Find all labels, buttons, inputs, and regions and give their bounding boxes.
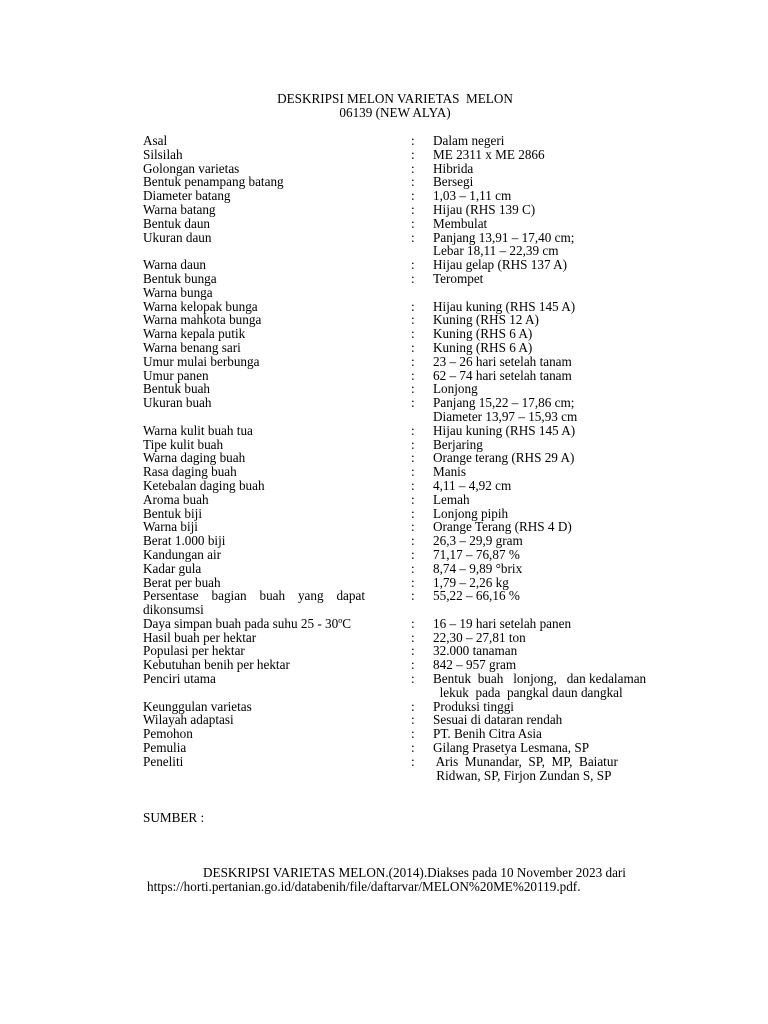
table-row <box>143 672 668 700</box>
row-label: Bentuk biji <box>143 505 202 521</box>
row-value-line-1: Hijau gelap (RHS 137 A) <box>433 257 568 273</box>
row-value-line-1: 23 – 26 hari setelah tanam <box>433 353 572 369</box>
row-colon: : <box>411 533 415 549</box>
row-value <box>433 369 668 383</box>
table-row <box>143 258 668 272</box>
row-label: Ukuran buah <box>143 395 212 411</box>
row-value <box>433 631 668 645</box>
table-row <box>143 631 668 645</box>
sumber-label: SUMBER : <box>143 810 205 825</box>
row-value-line-1: Panjang 15,22 – 17,86 cm; <box>433 395 575 411</box>
row-label: Asal <box>143 133 168 148</box>
row-value <box>433 562 668 576</box>
table-row <box>143 658 668 672</box>
row-value <box>433 175 668 189</box>
row-value-line-1: 4,11 – 4,92 cm <box>433 477 512 493</box>
row-value-line-1: Gilang Prasetya Lesmana, SP <box>433 740 590 756</box>
row-label: Bentuk penampang batang <box>143 174 284 190</box>
row-label: Pemulia <box>143 740 187 756</box>
row-value <box>433 424 668 438</box>
row-value-line-1: Kuning (RHS 12 A) <box>433 312 539 328</box>
row-value <box>433 203 668 217</box>
row-colon: : <box>411 395 415 411</box>
row-value-line-1: 22,30 – 27,81 ton <box>433 629 526 645</box>
table-row <box>143 396 668 424</box>
row-colon: : <box>411 546 415 562</box>
row-value-line-1: Orange Terang (RHS 4 D) <box>433 519 572 535</box>
table-row <box>143 424 668 438</box>
row-value-line-1: Hibrida <box>433 160 474 176</box>
row-value <box>433 382 668 396</box>
row-colon: : <box>411 505 415 521</box>
table-row <box>143 231 668 259</box>
row-value <box>433 727 668 741</box>
row-value-line-1: 71,17 – 76,87 % <box>433 546 520 562</box>
table-row <box>143 148 668 162</box>
row-value <box>433 355 668 369</box>
row-label: Bentuk buah <box>143 381 211 397</box>
row-value <box>433 451 668 465</box>
row-colon: : <box>411 422 415 438</box>
row-colon: : <box>411 133 415 148</box>
table-row <box>143 507 668 521</box>
title-line-2: 06139 (NEW ALYA) <box>339 105 451 120</box>
table-row <box>143 741 668 755</box>
row-value-line-1: Hijau (RHS 139 C) <box>433 201 536 217</box>
row-label: Tipe kulit buah <box>143 436 224 452</box>
row-colon: : <box>411 491 415 507</box>
row-colon: : <box>411 657 415 673</box>
row-label: Warna biji <box>143 519 198 535</box>
row-colon: : <box>411 588 415 604</box>
table-row <box>143 203 668 217</box>
row-colon: : <box>411 671 415 687</box>
table-row <box>143 589 668 617</box>
row-value <box>433 741 668 755</box>
table-row <box>143 534 668 548</box>
row-label: Ukuran daun <box>143 229 212 245</box>
row-colon: : <box>411 464 415 480</box>
table-row <box>143 755 668 783</box>
table-row <box>143 382 668 396</box>
row-colon: : <box>411 381 415 397</box>
row-value-line-1: Hijau kuning (RHS 145 A) <box>433 422 576 438</box>
row-value <box>433 548 668 562</box>
row-colon: : <box>411 740 415 756</box>
row-value-line-1: Kuning (RHS 6 A) <box>433 339 533 355</box>
row-label: Silsilah <box>143 146 183 162</box>
row-value <box>433 755 668 783</box>
row-colon: : <box>411 353 415 369</box>
row-value-line-1: Sesuai di dataran rendah <box>433 712 563 728</box>
table-row <box>143 175 668 189</box>
row-value <box>433 493 668 507</box>
table-row <box>143 617 668 631</box>
row-value-line-1: Bersegi <box>433 174 474 190</box>
row-label: Ketebalan daging buah <box>143 477 265 493</box>
row-colon: : <box>411 326 415 342</box>
table-row <box>143 438 668 452</box>
row-value-line-1: 1,03 – 1,11 cm <box>433 188 512 204</box>
row-value-line-1: Membulat <box>433 215 488 231</box>
row-value-line-2: Diameter 13,97 – 15,93 cm <box>433 408 578 424</box>
row-value <box>433 658 668 672</box>
row-colon: : <box>411 298 415 314</box>
row-label: Kadar gula <box>143 560 202 576</box>
row-value-line-2: Ridwan, SP, Firjon Zundan S, SP <box>433 767 612 783</box>
table-row <box>143 355 668 369</box>
row-value <box>433 396 668 424</box>
row-label: Daya simpan buah pada suhu 25 - 30ºC <box>143 615 352 631</box>
row-value-line-1: Berjaring <box>433 436 483 452</box>
row-label: Penciri utama <box>143 671 216 687</box>
row-value <box>433 134 668 148</box>
row-value-line-1: 1,79 – 2,26 kg <box>433 574 509 590</box>
row-value <box>433 520 668 534</box>
row-label: Bentuk bunga <box>143 270 217 286</box>
row-label: Peneliti <box>143 753 184 769</box>
reference <box>147 866 667 894</box>
row-value-line-2: lekuk pada pangkal daun dangkal <box>433 684 623 700</box>
row-label: Warna kulit buah tua <box>143 422 253 438</box>
row-label: Berat per buah <box>143 574 221 590</box>
document-title <box>0 92 768 120</box>
row-colon: : <box>411 629 415 645</box>
row-value-line-1: 55,22 – 66,16 % <box>433 588 520 604</box>
row-value-line-1: Terompet <box>433 270 484 286</box>
row-colon: : <box>411 698 415 714</box>
title-line-1: DESKRIPSI MELON VARIETAS MELON <box>277 91 513 106</box>
table-row <box>143 576 668 590</box>
row-value <box>433 576 668 590</box>
row-colon: : <box>411 215 415 231</box>
row-label: Keunggulan varietas <box>143 698 252 714</box>
row-value <box>433 617 668 631</box>
row-value-line-1: Orange terang (RHS 29 A) <box>433 450 575 466</box>
row-value-line-1: Kuning (RHS 6 A) <box>433 326 533 342</box>
row-value <box>433 644 668 658</box>
table-row <box>143 713 668 727</box>
row-label: Warna batang <box>143 201 216 217</box>
row-colon: : <box>411 615 415 631</box>
row-value-line-1: 842 – 957 gram <box>433 657 517 673</box>
row-colon: : <box>411 477 415 493</box>
row-value <box>433 327 668 341</box>
row-colon: : <box>411 367 415 383</box>
row-label <box>143 589 411 617</box>
row-colon: : <box>411 436 415 452</box>
row-value <box>433 300 668 314</box>
row-label: Kandungan air <box>143 546 221 562</box>
table-row <box>143 465 668 479</box>
row-value-line-1: Lonjong <box>433 381 478 397</box>
row-label: Populasi per hektar <box>143 643 245 659</box>
row-label: Berat 1.000 biji <box>143 533 226 549</box>
row-colon: : <box>411 160 415 176</box>
row-label: Wilayah adaptasi <box>143 712 234 728</box>
row-label: Warna kelopak bunga <box>143 298 258 314</box>
row-colon: : <box>411 643 415 659</box>
row-value-line-1: ME 2311 x ME 2866 <box>433 146 545 162</box>
row-colon <box>411 286 433 300</box>
table-row <box>143 327 668 341</box>
row-colon: : <box>411 201 415 217</box>
table-row <box>143 562 668 576</box>
table-row <box>143 189 668 203</box>
row-value <box>433 534 668 548</box>
row-colon: : <box>411 312 415 328</box>
table-row <box>143 313 668 327</box>
description-table <box>143 134 668 782</box>
row-value-line-1: 32.000 tanaman <box>433 643 518 659</box>
row-label: Golongan varietas <box>143 160 240 176</box>
row-colon: : <box>411 519 415 535</box>
row-value <box>433 217 668 231</box>
row-colon: : <box>411 257 415 273</box>
row-colon: : <box>411 174 415 190</box>
row-colon: : <box>411 270 415 286</box>
row-label: Kebutuhan benih per hektar <box>143 657 290 673</box>
row-value-line-1: Manis <box>433 464 466 480</box>
row-value-line-1: Bentuk buah lonjong, dan kedalaman <box>433 671 647 687</box>
row-colon: : <box>411 726 415 742</box>
row-colon: : <box>411 712 415 728</box>
row-colon: : <box>411 450 415 466</box>
row-label: Warna benang sari <box>143 339 241 355</box>
row-value <box>433 672 668 700</box>
reference-line-1: DESKRIPSI VARIETAS MELON.(2014).Diakses pada 10 November 2023 dari <box>203 865 626 880</box>
table-row <box>143 300 668 314</box>
row-label: Warna bunga <box>143 284 213 300</box>
row-value-line-1: PT. Benih Citra Asia <box>433 726 542 742</box>
row-value <box>433 507 668 521</box>
table-row <box>143 700 668 714</box>
table-row <box>143 548 668 562</box>
table-row <box>143 162 668 176</box>
row-value <box>433 148 668 162</box>
row-label: Warna mahkota bunga <box>143 312 262 328</box>
row-label: Rasa daging buah <box>143 464 237 480</box>
row-colon: : <box>411 753 415 769</box>
table-row <box>143 286 668 300</box>
table-row <box>143 727 668 741</box>
row-value-line-1: 16 – 19 hari setelah panen <box>433 615 572 631</box>
row-value <box>433 286 668 300</box>
row-value <box>433 438 668 452</box>
row-value-line-1: Aris Munandar, SP, MP, Baiatur <box>433 753 618 769</box>
row-label: Diameter batang <box>143 188 231 204</box>
row-colon: : <box>411 339 415 355</box>
row-colon: : <box>411 229 415 245</box>
row-label: Umur mulai berbunga <box>143 353 260 369</box>
row-value-line-1 <box>433 286 668 300</box>
row-label-line-2: dikonsumsi <box>143 602 204 618</box>
reference-link[interactable]: https://horti.pertanian.go.id/databenih/file/daftarvar/MELON%20ME%20119.pdf. <box>147 878 581 894</box>
row-value-line-1: Dalam negeri <box>433 133 505 148</box>
row-value <box>433 313 668 327</box>
table-row <box>143 272 668 286</box>
table-row <box>143 479 668 493</box>
row-value-line-1: Panjang 13,91 – 17,40 cm; <box>433 229 575 245</box>
row-value <box>433 231 668 259</box>
row-value <box>433 272 668 286</box>
row-value <box>433 258 668 272</box>
row-value <box>433 700 668 714</box>
row-value-line-1: Produksi tinggi <box>433 698 514 714</box>
row-value-line-1: Lonjong pipih <box>433 505 509 521</box>
row-label: Hasil buah per hektar <box>143 629 257 645</box>
table-row <box>143 134 668 148</box>
row-value-line-1: Lemah <box>433 491 470 507</box>
row-value <box>433 341 668 355</box>
row-value <box>433 189 668 203</box>
row-value <box>433 713 668 727</box>
table-row <box>143 451 668 465</box>
row-value-line-1: Hijau kuning (RHS 145 A) <box>433 298 576 314</box>
row-label: Aroma buah <box>143 491 209 507</box>
row-label: Bentuk daun <box>143 215 211 231</box>
row-value <box>433 479 668 493</box>
table-row <box>143 520 668 534</box>
row-colon: : <box>411 560 415 576</box>
row-label: Pemohon <box>143 726 193 742</box>
row-colon: : <box>411 146 415 162</box>
table-row <box>143 644 668 658</box>
table-row <box>143 369 668 383</box>
row-value-line-1: 8,74 – 9,89 °brix <box>433 560 523 576</box>
row-value-line-1: 26,3 – 29,9 gram <box>433 533 523 549</box>
row-colon: : <box>411 188 415 204</box>
row-label: Umur panen <box>143 367 209 383</box>
table-row <box>143 217 668 231</box>
row-label-line-1: Persentase bagian buah yang dapat <box>143 588 365 604</box>
table-row <box>143 341 668 355</box>
table-row <box>143 493 668 507</box>
row-label: Warna daging buah <box>143 450 246 466</box>
row-value-line-2: Lebar 18,11 – 22,39 cm <box>433 243 559 259</box>
row-value <box>433 589 668 617</box>
row-colon: : <box>411 574 415 590</box>
row-value <box>433 465 668 479</box>
row-value-line-1: 62 – 74 hari setelah tanam <box>433 367 572 383</box>
row-label: Warna kepala putik <box>143 326 246 342</box>
row-label: Warna daun <box>143 257 207 273</box>
row-value <box>433 162 668 176</box>
